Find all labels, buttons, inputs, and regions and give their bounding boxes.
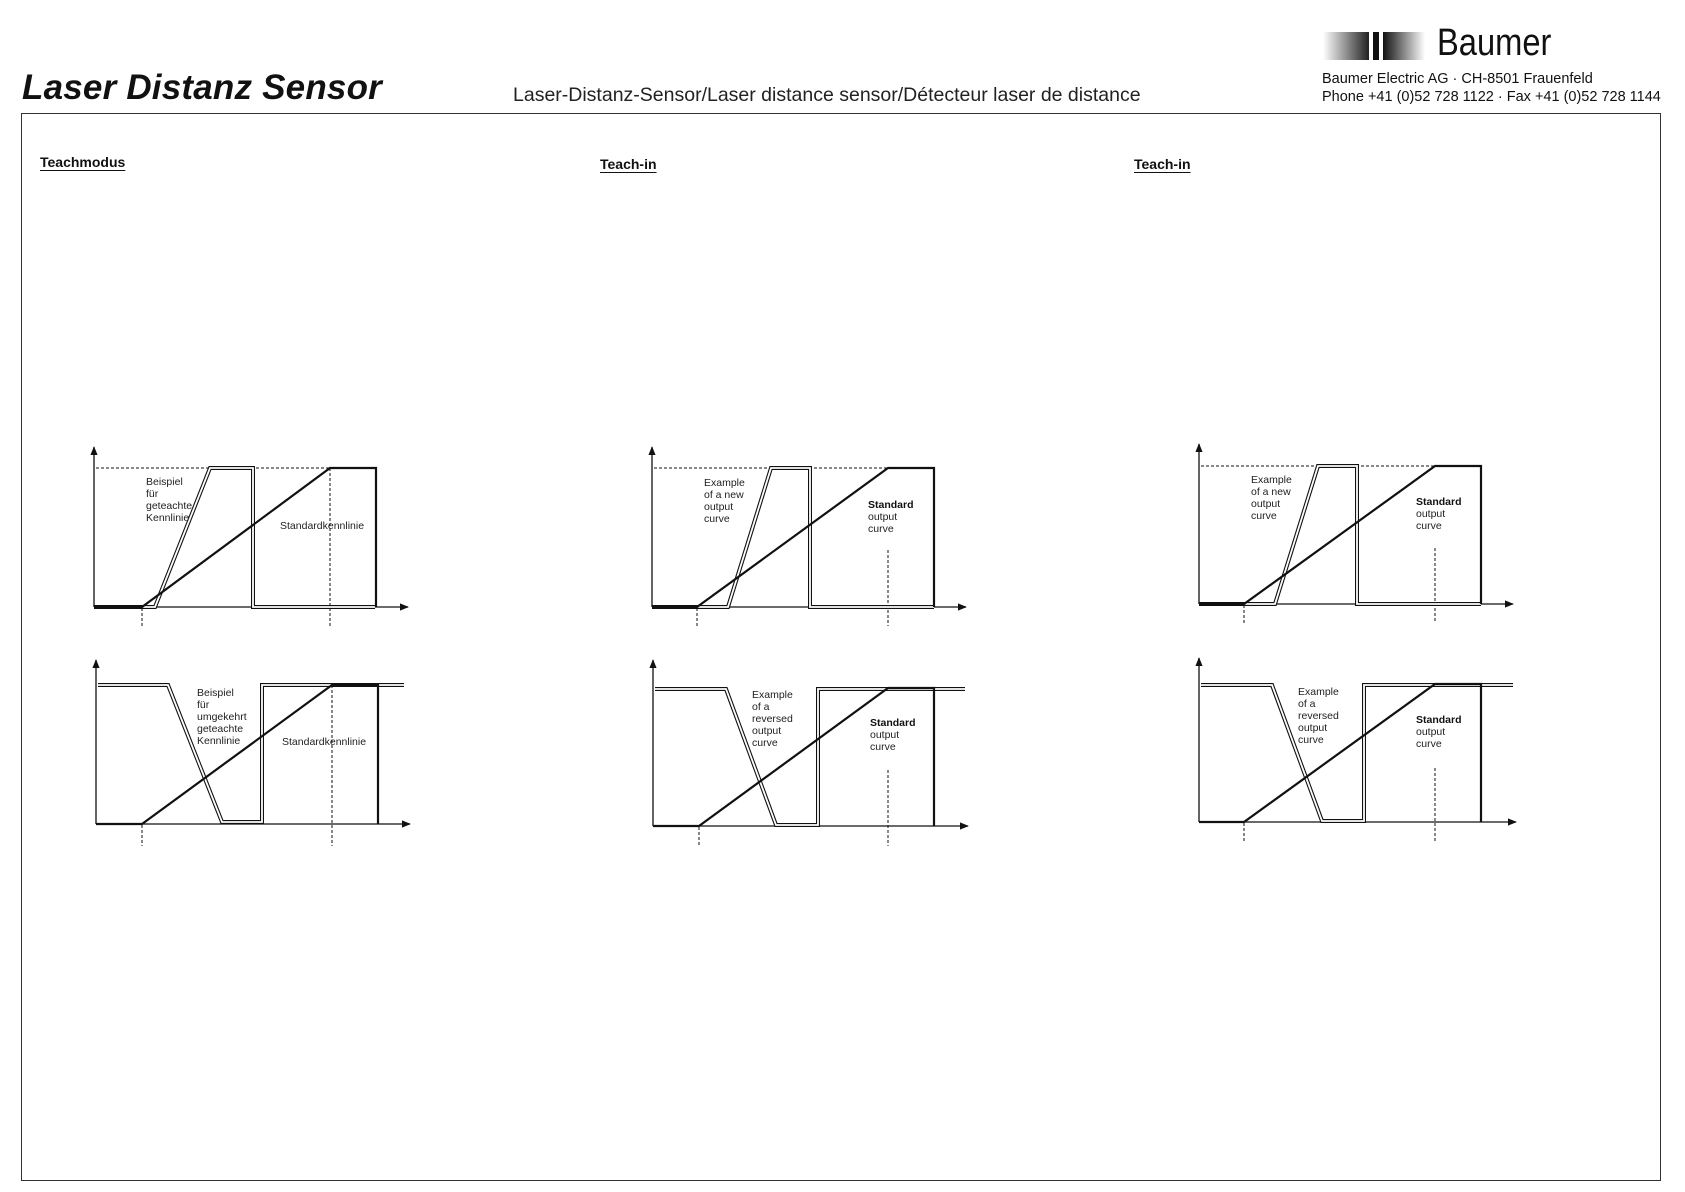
example-label: Example of a new output curve	[1251, 474, 1292, 522]
standard-label: Standard output curve	[870, 717, 916, 753]
brand-wordmark: Baumer	[1437, 22, 1552, 64]
diagram-teach-in-1-top	[652, 447, 966, 626]
diagram-teachmodus-bottom	[96, 660, 410, 846]
page-title: Laser Distanz Sensor	[22, 68, 382, 107]
column-heading-teach-in-2: Teach-in	[1134, 156, 1191, 172]
column-heading-teachmodus: Teachmodus	[40, 154, 126, 170]
diagram-teachmodus-top	[94, 447, 408, 626]
reversed-example-label: Beispiel für umgekehrt geteachte Kennlinie	[197, 687, 247, 747]
diagram-teach-in-2-top	[1199, 444, 1513, 623]
reversed-example-label: Example of a reversed output curve	[752, 689, 793, 749]
example-label: Beispiel für geteachte Kennlinie	[146, 476, 193, 524]
page-subtitle: Laser-Distanz-Sensor/Laser distance sensor/Détecteur laser de distance	[513, 84, 1141, 106]
diagram-teach-in-2-bottom	[1199, 658, 1516, 842]
standard-label: Standard output curve	[1416, 496, 1462, 532]
company-phone: Phone +41 (0)52 728 1122 · Fax +41 (0)52 728 1144	[1322, 89, 1661, 105]
standard-label: Standard output curve	[1416, 714, 1462, 750]
example-label: Example of a new output curve	[704, 477, 745, 525]
standard-label: Standard output curve	[868, 499, 914, 535]
reversed-example-label: Example of a reversed output curve	[1298, 686, 1339, 746]
column-heading-teach-in-1: Teach-in	[600, 156, 657, 172]
standard-label: Standardkennlinie	[282, 736, 367, 748]
diagram-teach-in-1-bottom	[653, 660, 968, 846]
company-address: Baumer Electric AG · CH-8501 Frauenfeld	[1322, 71, 1593, 87]
standard-label: Standardkennlinie	[280, 520, 365, 532]
